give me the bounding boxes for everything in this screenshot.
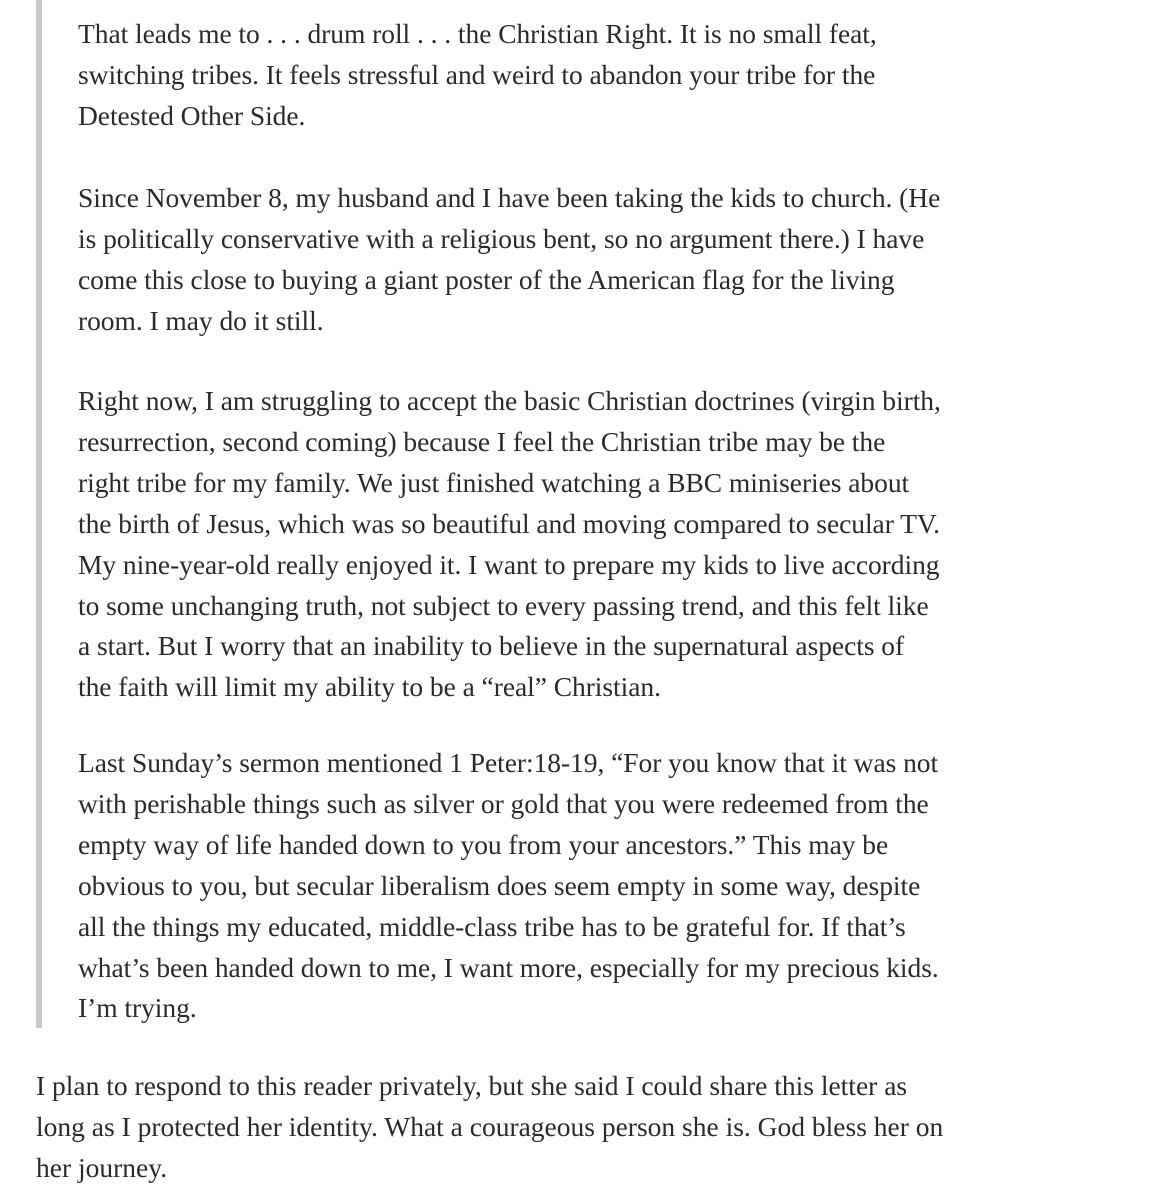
text-line: I’m trying.: [78, 992, 197, 1024]
text-line: Last Sunday’s sermon mentioned 1 Peter:18-19, “For you know that it was not: [78, 747, 939, 778]
text-line: I plan to respond to this reader privately, but she said I could share this letter as: [36, 1070, 908, 1101]
text-line: a start. But I worry that an inability to believe in the supernatural aspects of: [78, 630, 905, 662]
text-line: her journey.: [36, 1152, 168, 1183]
text-line: with perishable things such as silver or gold that you were redeemed from the: [78, 787, 929, 819]
text-line: Right now, I am struggling to accept the basic Christian doctrines (virgin birth,: [78, 385, 941, 416]
letter-paragraph-tribes: [78, 14, 1148, 137]
text-line: That leads me to . . . drum roll . . . the Christian Right. It is no small feat,: [78, 18, 877, 49]
text-line: the birth of Jesus, which was so beautiful and moving compared to secular TV.: [78, 507, 940, 539]
text-line: empty way of life handed down to you from your ancestors.” This may be: [78, 828, 889, 860]
letter-paragraph-church: [78, 178, 1148, 342]
author-response-paragraph: [36, 1065, 1136, 1188]
text-line: My nine-year-old really enjoyed it. I want to prepare my kids to live according: [78, 548, 940, 580]
text-line: right tribe for my family. We just finished watching a BBC miniseries about: [78, 466, 910, 498]
text-line: Since November 8, my husband and I have been taking the kids to church. (He: [78, 182, 941, 213]
text-line: resurrection, second coming) because I feel the Christian tribe may be the: [78, 425, 886, 457]
text-line: the faith will limit my ability to be a “real” Christian.: [78, 671, 661, 703]
text-line: what’s been handed down to me, I want more, especially for my precious kids.: [78, 951, 939, 983]
text-line: room. I may do it still.: [78, 304, 324, 336]
text-line: obvious to you, but secular liberalism does seem empty in some way, despite: [78, 869, 921, 901]
letter-paragraph-doctrines: [78, 381, 1148, 708]
reader-letter-blockquote: [36, 0, 1116, 1028]
text-line: come this close to buying a giant poster of the American flag for the living: [78, 263, 895, 295]
letter-paragraph-sermon: [78, 743, 1148, 1029]
text-line: switching tribes. It feels stressful and weird to abandon your tribe for the: [78, 58, 876, 90]
text-line: to some unchanging truth, not subject to every passing trend, and this felt like: [78, 589, 929, 621]
text-line: is politically conservative with a religious bent, so no argument there.) I have: [78, 222, 925, 254]
text-line: long as I protected her identity. What a courageous person she is. God bless her on: [36, 1111, 944, 1142]
text-line: Detested Other Side.: [78, 99, 306, 131]
text-line: all the things my educated, middle-class tribe has to be grateful for. If that’s: [78, 910, 906, 942]
